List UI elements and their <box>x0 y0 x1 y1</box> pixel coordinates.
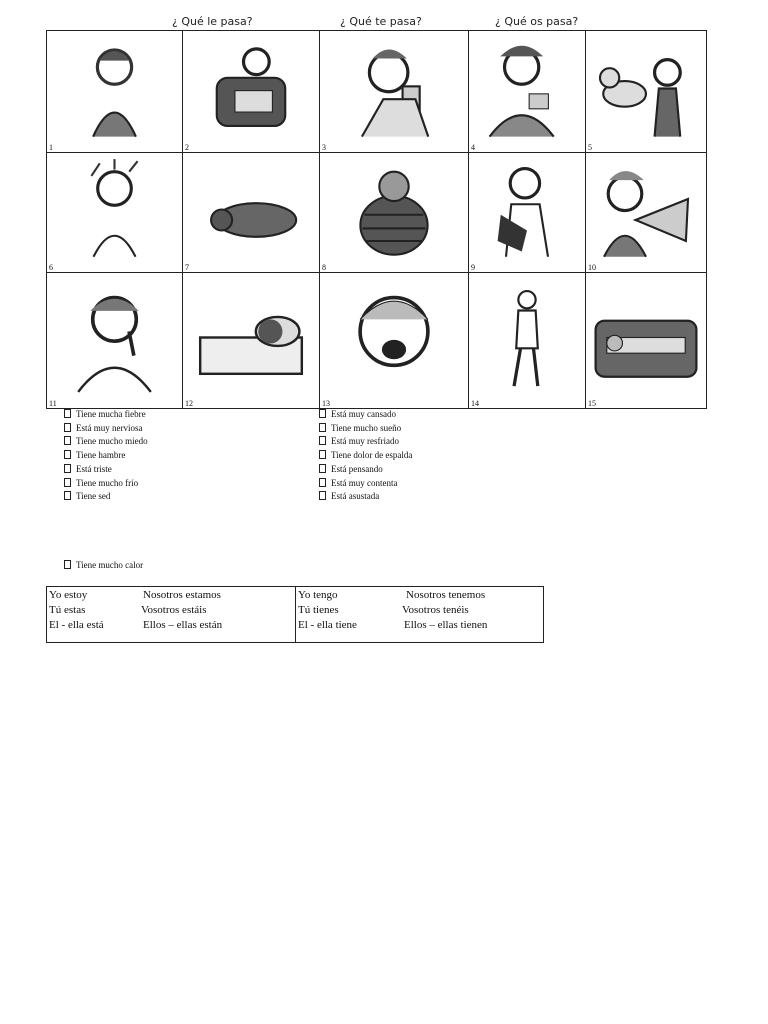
dog-and-boy-illustration <box>590 35 702 142</box>
phrase-item <box>319 490 412 504</box>
picture-cell <box>586 31 707 153</box>
phrase-item <box>64 477 148 491</box>
header-que-le-pasa: ¿ Qué le pasa? <box>172 15 253 28</box>
picture-cell <box>586 273 707 409</box>
phrase-text: Tiene mucho miedo <box>76 436 148 447</box>
bullet-box-icon <box>64 450 71 459</box>
picture-cell <box>469 153 586 273</box>
phrase-text: Tiene sed <box>76 491 111 502</box>
picture-cell <box>320 153 469 273</box>
phrase-text: Tiene dolor de espalda <box>331 450 413 461</box>
conjugation-singular: Yo tengo <box>298 589 338 601</box>
nervous-woman-illustration <box>51 157 178 262</box>
bullet-box-icon <box>319 409 326 418</box>
bullet-box-icon <box>64 436 71 445</box>
conjugation-singular: Tú estas <box>49 604 86 616</box>
conjugation-singular: Yo estoy <box>49 589 88 601</box>
conjugation-plural: Nosotros tenemos <box>406 589 486 601</box>
conjugation-singular: Tú tienes <box>298 604 339 616</box>
picture-number: 8 <box>322 263 326 272</box>
boy-drinking-illustration <box>324 35 464 142</box>
phrase-text: Está triste <box>76 463 112 474</box>
conjugation-singular: El - ella está <box>49 619 104 631</box>
bullet-box-icon <box>319 464 326 473</box>
conjugation-plural: Vosotros estáis <box>141 604 207 616</box>
picture-cell <box>183 31 320 153</box>
phrase-item <box>319 477 412 491</box>
conjugation-tener <box>296 587 543 642</box>
picture-cell <box>469 273 586 409</box>
conjugation-estar <box>47 587 296 642</box>
happy-woman-illustration <box>324 277 464 398</box>
bullet-box-icon <box>64 464 71 473</box>
phrase-text: Está muy nerviosa <box>76 422 143 433</box>
bullet-box-icon <box>319 436 326 445</box>
worried-girl-illustration <box>51 35 178 142</box>
thinking-woman-illustration <box>51 277 178 398</box>
picture-number: 5 <box>588 143 592 152</box>
picture-number: 4 <box>471 143 475 152</box>
picture-number: 7 <box>185 263 189 272</box>
picture-number: 6 <box>49 263 53 272</box>
phrase-item <box>319 408 412 422</box>
picture-cell <box>469 31 586 153</box>
phrase-text: Tiene mucho calor <box>76 560 144 570</box>
picture-cell <box>183 153 320 273</box>
phrase-list-extra <box>64 559 143 573</box>
conjugation-table <box>46 586 544 643</box>
person-on-sofa-illustration <box>590 277 702 398</box>
conjugation-plural: Vosotros tenéis <box>402 604 469 616</box>
phrase-item <box>319 422 412 436</box>
picture-number: 10 <box>588 263 596 272</box>
phrase-text: Está asustada <box>331 491 380 502</box>
tired-man-illustration <box>473 277 581 398</box>
bullet-box-icon <box>64 423 71 432</box>
bullet-box-icon <box>64 560 71 569</box>
phrase-item <box>319 435 412 449</box>
picture-number: 9 <box>471 263 475 272</box>
conjugation-singular: El - ella tiene <box>298 619 357 631</box>
picture-number: 3 <box>322 143 326 152</box>
phrase-list-right <box>319 408 412 504</box>
phrase-item <box>64 449 148 463</box>
conjugation-plural: Ellos – ellas tienen <box>404 619 488 631</box>
conjugation-plural: Nosotros estamos <box>143 589 221 601</box>
phrase-item <box>64 408 148 422</box>
bundled-person-illustration <box>324 157 464 262</box>
phrase-item <box>64 435 148 449</box>
woman-eating-illustration <box>473 35 581 142</box>
phrase-item <box>64 490 148 504</box>
conjugation-plural: Ellos – ellas están <box>143 619 223 631</box>
picture-cell <box>47 31 183 153</box>
person-in-bed-illustration <box>187 277 315 398</box>
picture-cell <box>47 153 183 273</box>
woman-with-fan-illustration <box>590 157 702 262</box>
phrase-text: Está muy contenta <box>331 477 398 488</box>
picture-cell <box>320 273 469 409</box>
picture-cell <box>586 153 707 273</box>
bullet-box-icon <box>319 491 326 500</box>
sleeping-dog-illustration <box>187 157 315 262</box>
picture-number: 11 <box>49 399 57 408</box>
bullet-box-icon <box>64 478 71 487</box>
picture-number: 14 <box>471 399 479 408</box>
phrase-text: Tiene mucha fiebre <box>76 409 146 419</box>
picture-cell <box>47 273 183 409</box>
phrase-item <box>319 463 412 477</box>
bullet-box-icon <box>64 409 71 418</box>
bullet-box-icon <box>64 491 71 500</box>
phrase-text: Tiene mucho sueño <box>331 422 402 433</box>
picture-number: 13 <box>322 399 330 408</box>
bullet-box-icon <box>319 450 326 459</box>
man-in-armchair-illustration <box>187 35 315 142</box>
header-que-os-pasa: ¿ Qué os pasa? <box>495 15 579 28</box>
phrase-text: Tiene mucho frío <box>76 477 139 488</box>
picture-number: 15 <box>588 399 596 408</box>
picture-cell <box>183 273 320 409</box>
picture-number: 12 <box>185 399 193 408</box>
phrase-text: Tiene hambre <box>76 450 126 461</box>
bullet-box-icon <box>319 423 326 432</box>
phrase-item <box>64 463 148 477</box>
bullet-box-icon <box>319 478 326 487</box>
phrase-text: Está muy resfriado <box>331 436 399 447</box>
sick-man-illustration <box>473 157 581 262</box>
phrase-list-left <box>64 408 148 504</box>
header-que-te-pasa: ¿ Qué te pasa? <box>340 15 422 28</box>
phrase-text: Está pensando <box>331 463 383 474</box>
phrase-item <box>64 422 148 436</box>
phrase-text: Está muy cansado <box>331 409 396 419</box>
picture-cell <box>320 31 469 153</box>
picture-number: 2 <box>185 143 189 152</box>
picture-number: 1 <box>49 143 53 152</box>
phrase-item <box>319 449 412 463</box>
phrase-item <box>64 559 143 573</box>
picture-grid <box>46 30 707 409</box>
